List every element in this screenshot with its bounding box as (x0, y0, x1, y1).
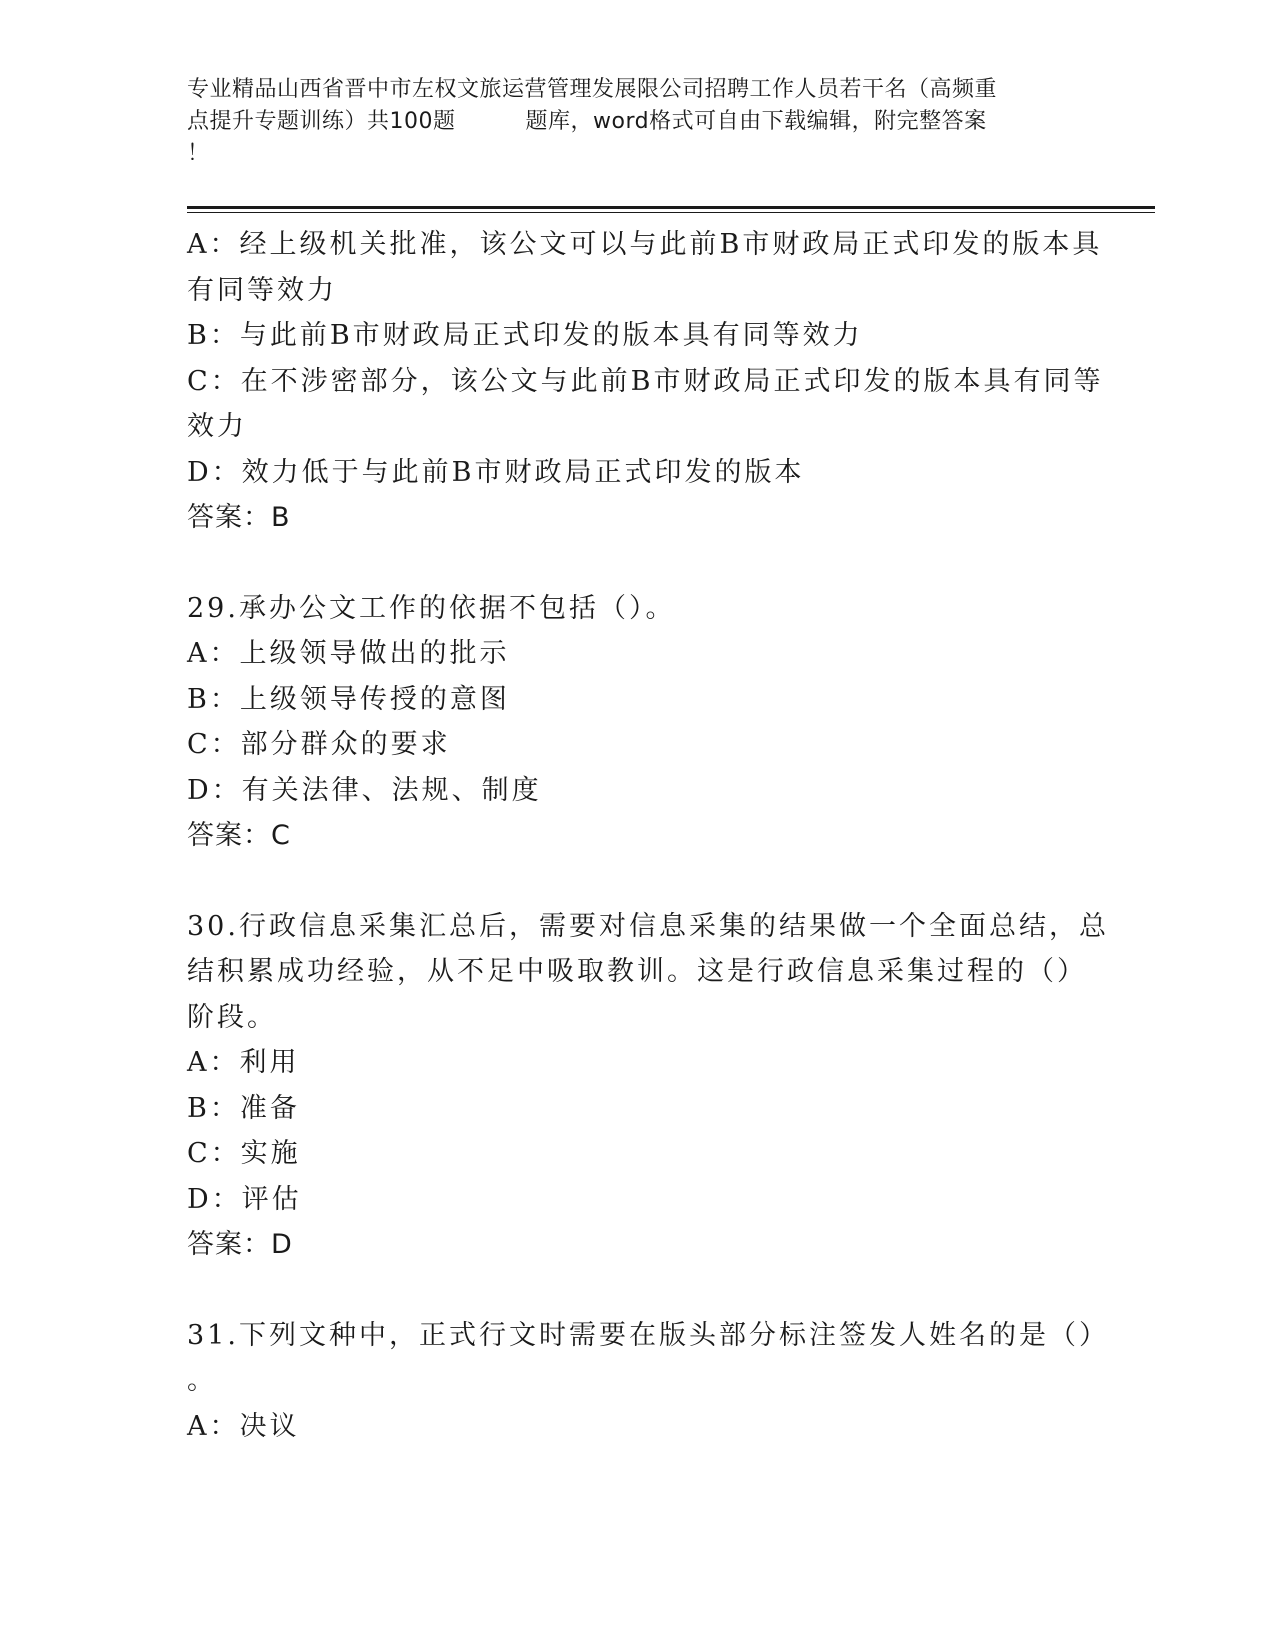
q29-option-a: A：上级领导做出的批示 (187, 638, 510, 669)
q29-option-b: B：上级领导传授的意图 (187, 683, 510, 715)
q30-option-d: D：评估 (187, 1183, 302, 1215)
q28-option-a-line-1: A：经上级机关批准，该公文可以与此前B市财政局正式印发的版本具 (187, 229, 1103, 260)
q30-option-a: A：利用 (187, 1047, 300, 1078)
q28-option-d: D：效力低于与此前B市财政局正式印发的版本 (187, 456, 805, 488)
q31-option-a: A：决议 (187, 1410, 300, 1442)
header-divider-thin (187, 212, 1155, 213)
q30-option-c: C：实施 (187, 1138, 301, 1169)
header-line-1: 专业精品山西省晋中市左权文旅运营管理发展限公司招聘工作人员若干名（高频重 (187, 77, 998, 102)
q28-option-a-line-2: 有同等效力 (187, 274, 337, 306)
q31-question-line-2: 。 (187, 1365, 217, 1396)
q28-option-b: B：与此前B市财政局正式印发的版本具有同等效力 (187, 320, 863, 351)
question-29-block (187, 586, 1087, 859)
q30-question-line-3: 阶段。 (187, 1001, 277, 1033)
header-line-2-right: 题库，word格式可自由下载编辑，附完整答案 (525, 109, 987, 134)
q29-option-d: D：有关法律、法规、制度 (187, 774, 542, 806)
question-28-block (187, 222, 1104, 541)
q28-answer: 答案：B (187, 502, 291, 533)
q30-question-line-1: 30.行政信息采集汇总后，需要对信息采集的结果做一个全面总结，总 (187, 910, 1109, 942)
q30-question-line-2: 结积累成功经验，从不足中吸取教训。这是行政信息采集过程的（） (187, 956, 1087, 987)
header-divider-thick (187, 206, 1155, 209)
document-header (187, 74, 1087, 170)
header-line-2-left: 点提升专题训练）共100题 (187, 109, 456, 134)
question-content (187, 222, 1109, 1449)
question-30-block (187, 904, 1109, 1268)
header-line-3: ！ (187, 141, 210, 166)
q28-option-c-line-1: C：在不涉密部分，该公文与此前B市财政局正式印发的版本具有同等 (187, 365, 1104, 397)
q29-option-c: C：部分群众的要求 (187, 729, 451, 760)
q29-question: 29.承办公文工作的依据不包括（）。 (187, 592, 676, 624)
q29-answer: 答案：C (187, 820, 291, 851)
header-line-2 (187, 106, 1087, 138)
question-31-block (187, 1313, 1109, 1450)
q30-option-b: B：准备 (187, 1092, 300, 1124)
q28-option-c-line-2: 效力 (187, 411, 247, 442)
q30-answer: 答案：D (187, 1229, 293, 1260)
q31-question-line-1: 31.下列文种中，正式行文时需要在版头部分标注签发人姓名的是（） (187, 1319, 1109, 1351)
